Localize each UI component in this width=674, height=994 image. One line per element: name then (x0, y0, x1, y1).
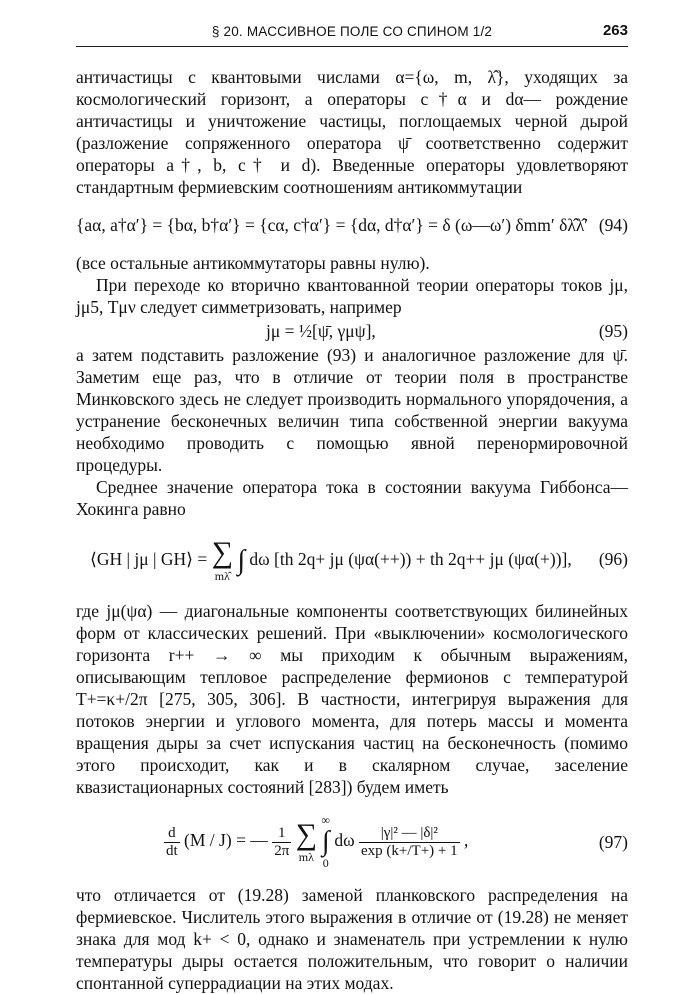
equation-97-body: $\frac{d}{dt}$ (M / J) = — $\frac{1}{2\pi}$ ∑ mλ ∞ ∫ 0 dω $\frac{\text{|γ|² — |δ|²}}{\exp (k+/T+) + 1}$ , (166, 813, 469, 870)
equation-97-coefficient: $\frac{1}{2\pi}$ (274, 824, 290, 859)
paragraph-6: где jμ(ψα) — диагональные компоненты соответствующих билинейных форм от классических решений. При «выключении» космологического горизонта r++ → ∞ мы приходим к обычным выражениям, описывающим тепловое распределение фермионов с температурой T+=κ+/2π [275, 305, 306]. В частности, интегрируя выражения для потоков энергии и углового момента, для потерь массы и момента вращения дыры за счет испускания частиц на бесконечность (помимо этого происходит, как и в скалярном случае, заселение квазистационарных состояний [283]) будем иметь (76, 601, 628, 797)
page-number: 263 (602, 22, 628, 39)
equation-96-lhs: ⟨GH | jμ | GH⟩ = (90, 549, 208, 570)
equation-97-vector: (M / J) (184, 830, 232, 851)
paragraph-3: При переходе ко вторично квантованной теории операторы токов jμ, jμ5, Tμν следует симметризовать, например (76, 275, 628, 317)
equation-96-sum: ∑ mλ̂ (211, 536, 233, 583)
equation-96-integral: ∫ (237, 545, 246, 576)
paragraph-1: античастицы с квантовыми числами α={ω, m, λ̂}, уходящих за космологический горизонт, а операторы c†α и dα— рождение античастицы и уничтожение частицы, поглощаемых черной дырой (разложение сопряженного оператора ψ̄ соответственно содержит операторы a†, b, c† и d). Введенные операторы удовлетворяют стандартным фермиевским соотношениям антикоммутации (76, 67, 628, 197)
paragraph-7: что отличается от (19.28) заменой планковского распределения на фермиевское. Числитель этого выражения в отличие от (19.28) не меняет знака для мод k+ < 0, однако и знаменатель при устремлении к нулю температуры дыры остается положительным, что говорит о наличии спонтанной суперрадиации на этих модах. (76, 885, 628, 993)
paragraph-2: (все остальные антикоммутаторы равны нулю). (76, 253, 430, 273)
paragraph-4: а затем подставить разложение (93) и аналогичное разложение для ψ̄. Заметим еще раз, что в отличие от теории поля в пространстве Минковского здесь не следует производить нормального упорядочения, а устранение бесконечных величин типа собственной энергии вакуума необходимо проводить с помощью явной перенормировочной процедуры. (76, 345, 628, 475)
equation-94-number: (94) (598, 215, 628, 235)
equation-97-distribution: $\frac{\text{|γ|² — |δ|²}}{\exp (k+/T+) + 1}$ (361, 824, 458, 859)
equation-96-sum-index: mλ̂ (214, 569, 230, 583)
equation-97-sum-index: mλ (298, 850, 314, 864)
equation-97-derivative: $\frac{d}{dt}$ (166, 824, 178, 859)
equation-94 (76, 208, 628, 242)
equation-94-body: {aα, a†α′} = {bα, b†α′} = {cα, c†α′} = {dα, d†α′} = δ (ω—ω′) δmm′ δλ̂λ̂′ (76, 215, 589, 235)
equation-97-number: (97) (598, 832, 628, 852)
equation-96 (76, 526, 628, 592)
equation-97-equals: = — (236, 830, 268, 851)
running-title: § 20. МАССИВНОЕ ПОЛЕ СО СПИНОМ 1/2 (211, 24, 493, 39)
equation-96-integrand: dω [th 2q+ jμ (ψα(++)) + th 2q++ jμ (ψα(+))], (249, 549, 572, 570)
equation-97-sum: ∑ mλ (295, 818, 318, 864)
page-header (76, 22, 628, 47)
equation-95-body: jμ = ½[ψ̄, γμψ], (266, 321, 376, 341)
equation-97 (76, 806, 628, 878)
main-text (76, 66, 628, 994)
paragraph-5: Среднее значение оператора тока в состоянии вакуума Гиббонса—Хокинга равно (76, 477, 628, 519)
equation-97-integral: ∞ ∫ 0 (321, 813, 330, 870)
equation-96-body (90, 538, 572, 584)
equation-95 (76, 320, 628, 342)
equation-95-number: (95) (598, 321, 628, 341)
equation-96-number: (96) (598, 549, 628, 569)
equation-97-int-upper: ∞ (321, 813, 330, 827)
equation-97-int-lower: 0 (322, 856, 329, 870)
equation-97-integrand-pre: dω (334, 830, 355, 851)
